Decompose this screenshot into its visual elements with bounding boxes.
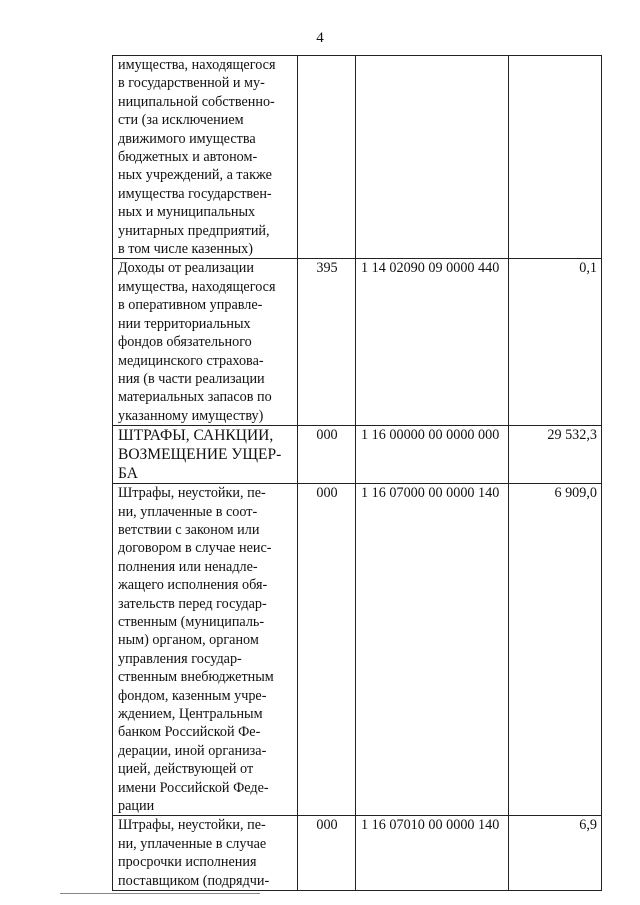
revenue-name-line: унитарных предприятий,: [118, 222, 270, 239]
revenue-name-line: медицинского страхова-: [118, 352, 264, 369]
admin-code-cell: [298, 56, 356, 259]
table-row: [113, 259, 602, 426]
revenue-name-cell: [113, 816, 298, 891]
revenue-name-line: ных и муниципальных: [118, 204, 256, 221]
revenue-name-cell: [113, 426, 298, 484]
amount-cell: 6,9: [509, 816, 602, 891]
revenue-name-cell: [113, 484, 298, 816]
amount-cell: [509, 56, 602, 259]
table-row: [113, 816, 602, 891]
revenue-name-line: жащего исполнения обя-: [118, 577, 268, 594]
revenue-name-line: просрочки исполнения: [118, 854, 257, 871]
revenue-name-line: банком Российской Фе-: [118, 724, 261, 741]
budget-code-cell: 1 16 07010 00 0000 140: [356, 816, 509, 891]
table-body: [113, 56, 602, 891]
revenue-name-line: ветствии с законом или: [118, 521, 260, 538]
admin-code-cell: 000: [298, 484, 356, 816]
revenue-name-line: управления государ-: [118, 650, 242, 667]
revenue-name-cell: [113, 259, 298, 426]
revenue-name-line: в оперативном управле-: [118, 297, 263, 314]
budget-code-cell: 1 16 00000 00 0000 000: [356, 426, 509, 484]
budget-code-cell: 1 14 02090 09 0000 440: [356, 259, 509, 426]
revenue-name-line: ния (в части реализации: [118, 370, 265, 387]
revenue-name-line: движимого имущества: [118, 130, 256, 147]
budget-revenue-table: [112, 55, 602, 891]
table-row: [113, 426, 602, 484]
revenue-name-line: фондов обязательного: [118, 334, 252, 351]
revenue-name-line: Штрафы, неустойки, пе-: [118, 817, 266, 834]
revenue-name-line: нии территориальных: [118, 315, 251, 332]
revenue-name-line: в государственной и му-: [118, 75, 265, 92]
amount-cell: 0,1: [509, 259, 602, 426]
admin-code-cell: 000: [298, 426, 356, 484]
revenue-name-line: ни, уплаченные в соот-: [118, 503, 258, 520]
budget-code-cell: 1 16 07000 00 0000 140: [356, 484, 509, 816]
revenue-name-line: Доходы от реализации: [118, 260, 254, 277]
revenue-name-line: поставщиком (подрядчи-: [118, 872, 270, 889]
revenue-name-line: имущества государствен-: [118, 185, 272, 202]
revenue-name-line: договором в случае неис-: [118, 540, 272, 557]
revenue-name-line: ВОЗМЕЩЕНИЕ УЩЕР-: [118, 446, 282, 464]
revenue-name-line: БА: [118, 465, 138, 483]
revenue-name-line: указанному имуществу): [118, 407, 264, 424]
revenue-name-line: Штрафы, неустойки, пе-: [118, 485, 266, 502]
page-number: 4: [316, 30, 324, 46]
table-row: [113, 484, 602, 816]
revenue-name-line: цией, действующей от: [118, 761, 254, 778]
amount-cell: 29 532,3: [509, 426, 602, 484]
revenue-name-line: полнения или ненадле-: [118, 558, 258, 575]
revenue-name-line: ственным (муниципаль-: [118, 613, 265, 630]
revenue-name-line: дерации, иной организа-: [118, 742, 267, 759]
revenue-name-line: ни, уплаченные в случае: [118, 835, 267, 852]
revenue-name-line: имущества, находящегося: [118, 278, 276, 295]
revenue-name-line: сти (за исключением: [118, 112, 244, 129]
revenue-name-line: имени Российской Феде-: [118, 779, 269, 796]
admin-code-cell: 395: [298, 259, 356, 426]
revenue-name-line: ственным внебюджетным: [118, 669, 274, 686]
table-row: [113, 56, 602, 259]
revenue-name-line: рации: [118, 798, 155, 815]
admin-code-cell: 000: [298, 816, 356, 891]
revenue-name-line: бюджетных и автоном-: [118, 149, 258, 166]
revenue-name-line: ным) органом, органом: [118, 632, 259, 649]
revenue-name-line: ШТРАФЫ, САНКЦИИ,: [118, 427, 274, 445]
revenue-name-line: в том числе казенных): [118, 241, 253, 258]
revenue-name-line: материальных запасов по: [118, 389, 272, 406]
amount-cell: 6 909,0: [509, 484, 602, 816]
revenue-name-line: ных учреждений, а также: [118, 167, 272, 184]
revenue-name-line: ниципальной собственно-: [118, 93, 275, 110]
revenue-name-line: зательств перед государ-: [118, 595, 267, 612]
budget-code-cell: [356, 56, 509, 259]
revenue-name-line: фондом, казенным учре-: [118, 687, 267, 704]
revenue-name-line: имущества, находящегося: [118, 57, 276, 73]
footer-rule: [60, 893, 260, 894]
revenue-name-cell: [113, 56, 298, 259]
revenue-name-line: ждением, Центральным: [118, 706, 263, 722]
